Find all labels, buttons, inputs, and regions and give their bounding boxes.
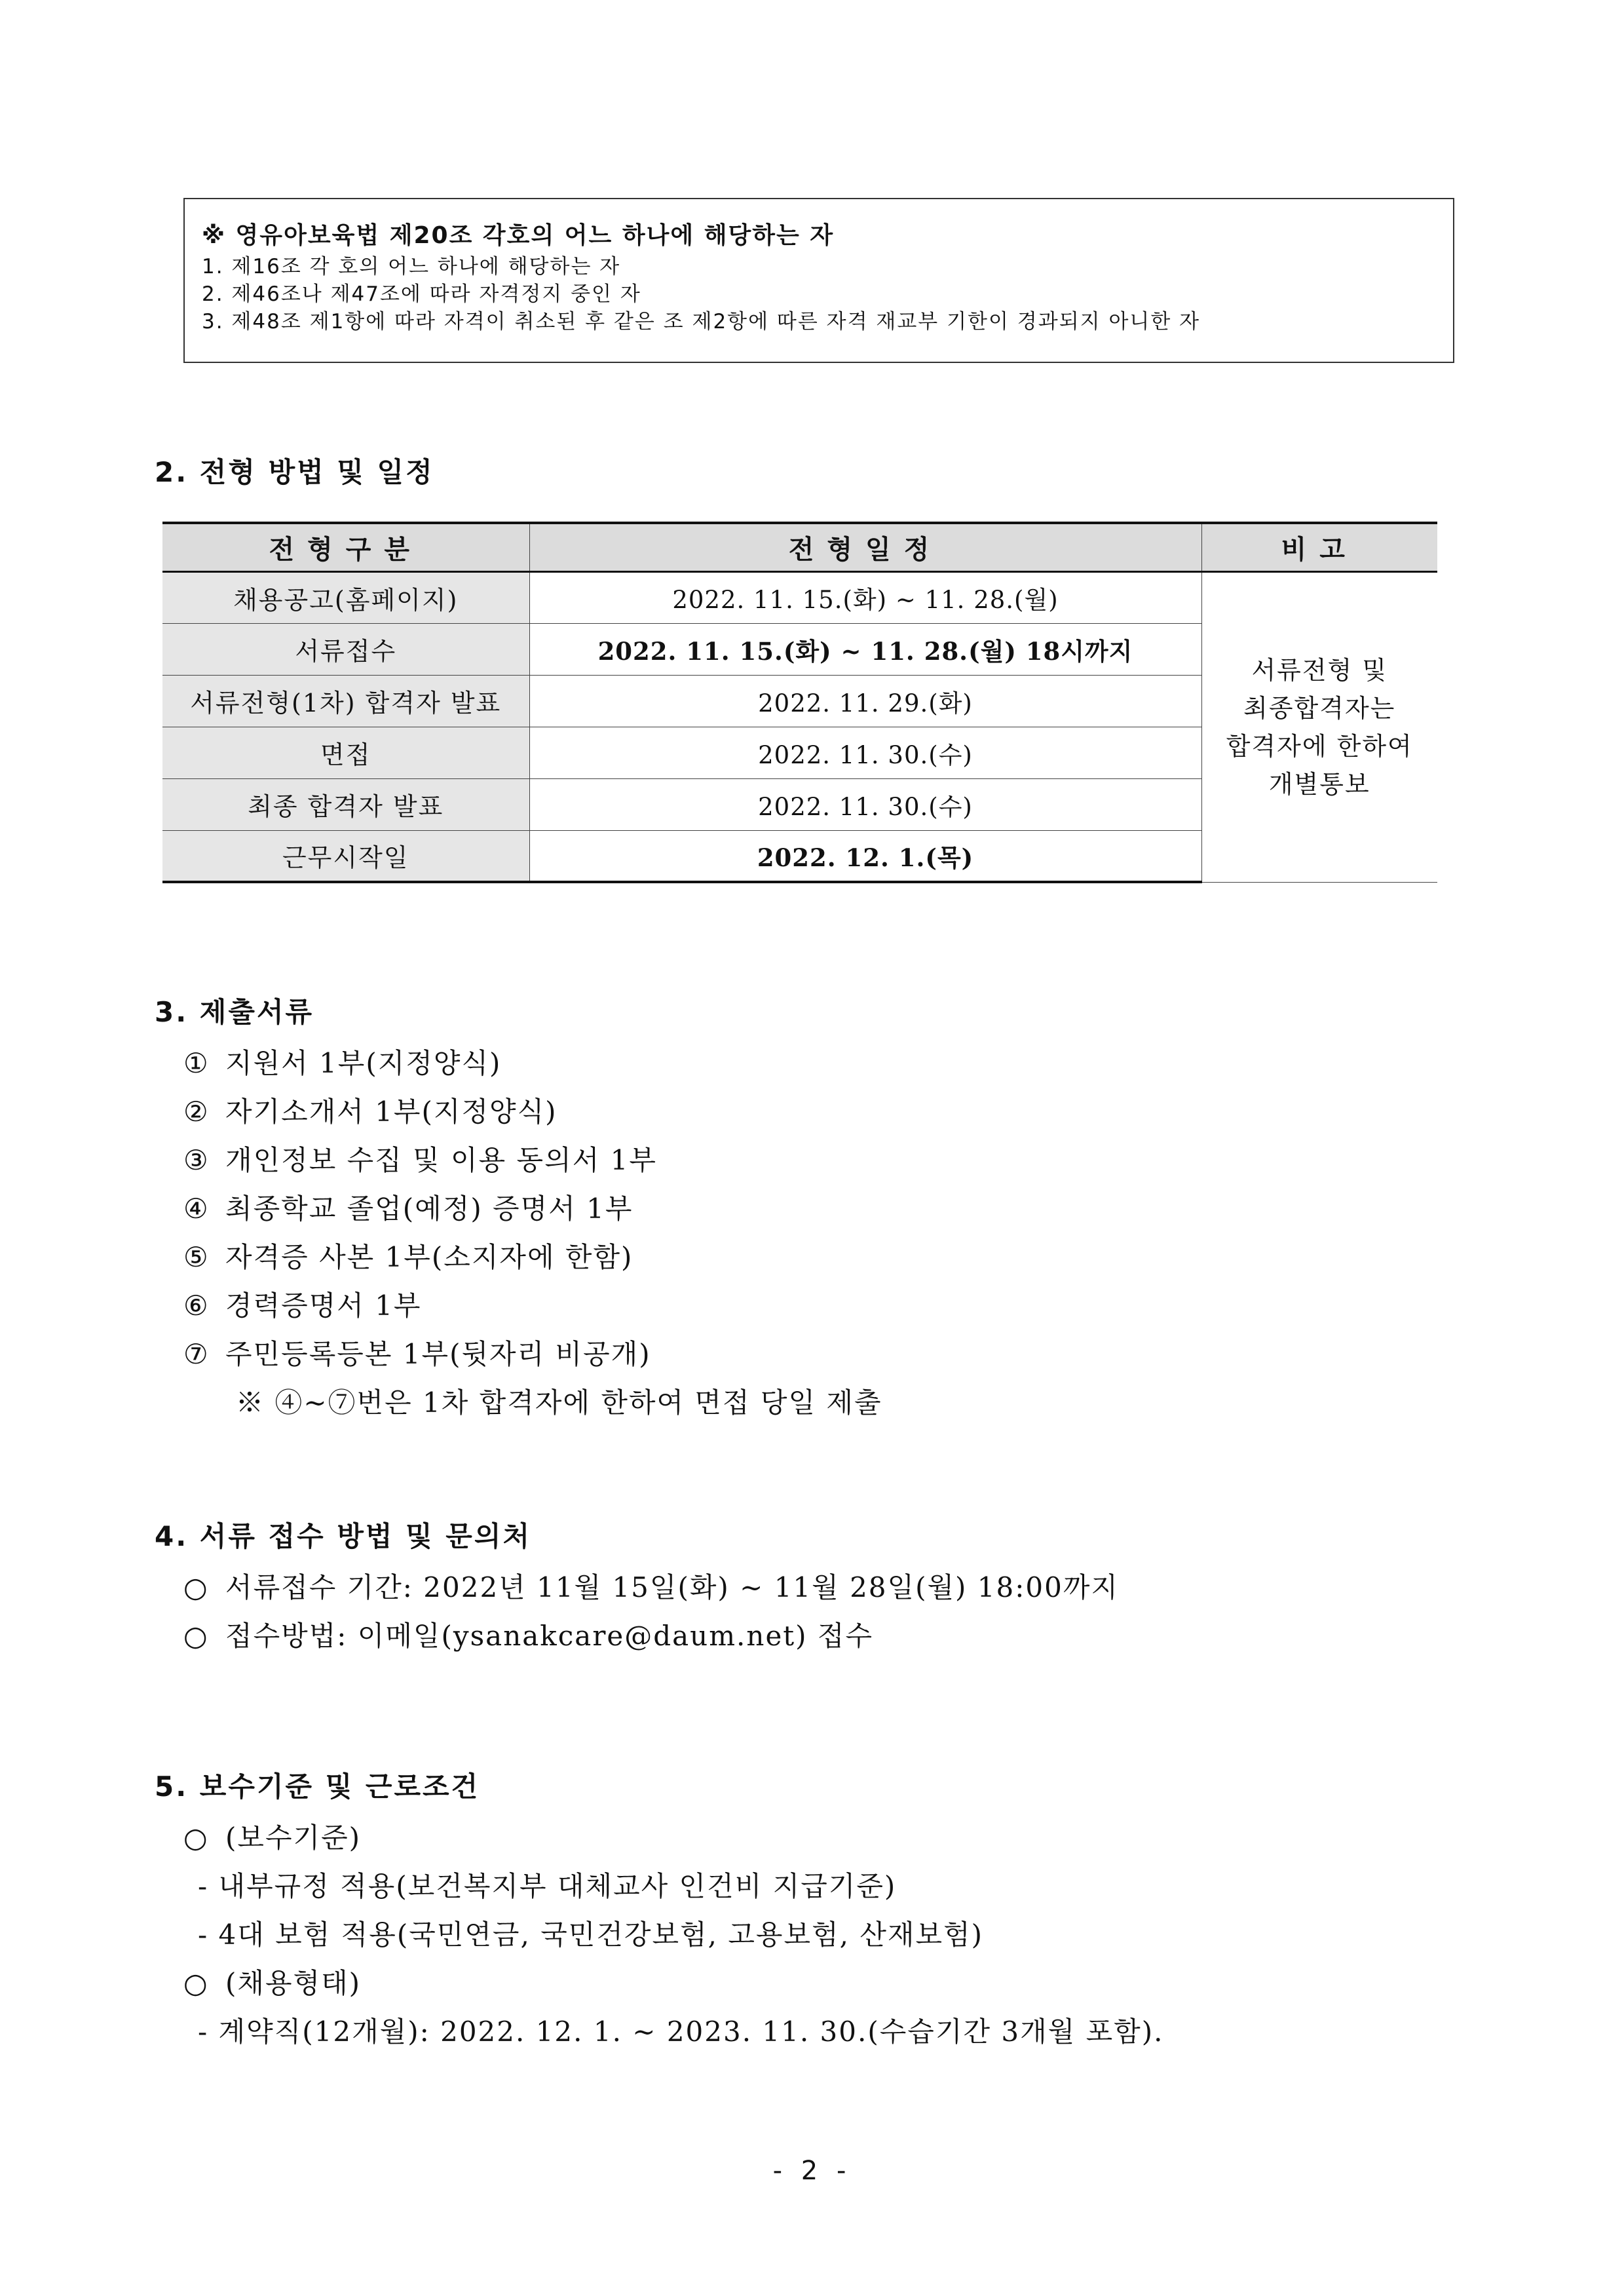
- list-item: ○ (채용형태): [183, 1967, 362, 1999]
- stage-cell: 서류전형(1차) 합격자 발표: [162, 675, 529, 727]
- list-item: ⑥ 경력증명서 1부: [183, 1290, 422, 1322]
- list-item: ① 지원서 1부(지정양식): [183, 1047, 502, 1079]
- submission-list: [183, 1563, 1119, 1660]
- list-item: - 4대 보험 적용(국민연금, 국민건강보험, 고용보험, 산재보험): [198, 1919, 983, 1951]
- notice-title: ※ 영유아보육법 제20조 각호의 어느 하나에 해당하는 자: [202, 222, 835, 249]
- table-row: [162, 571, 1437, 623]
- stage-cell: 채용공고(홈페이지): [162, 571, 529, 623]
- list-item: ⑦ 주민등록등본 1부(뒷자리 비공개): [183, 1338, 651, 1370]
- stage-cell: 근무시작일: [162, 830, 529, 882]
- list-item: ③ 개인정보 수집 및 이용 동의서 1부: [183, 1144, 657, 1176]
- date-cell: 2022. 11. 15.(화) ~ 11. 28.(월): [529, 571, 1201, 623]
- stage-cell: 최종 합격자 발표: [162, 778, 529, 830]
- list-item: ○ 접수방법: 이메일(ysanakcare@daum.net) 접수: [183, 1620, 874, 1652]
- list-item: - 내부규정 적용(보건복지부 대체교사 인건비 지급기준): [198, 1870, 897, 1902]
- documents-list: [183, 1039, 882, 1427]
- page-number: - 2 -: [772, 2156, 852, 2186]
- column-header-note: 비고: [1201, 523, 1437, 571]
- note-line: 개별통보: [1268, 769, 1370, 799]
- section-heading: 4. 서류 접수 방법 및 문의처: [155, 1520, 532, 1552]
- notice-line: 3. 제48조 제1항에 따라 자격이 취소된 후 같은 조 제2항에 따른 자격 재교부 기한이 경과되지 아니한 자: [202, 310, 1201, 334]
- table-header-row: [162, 523, 1437, 571]
- stage-cell: 서류접수: [162, 623, 529, 675]
- list-item: ○ 서류접수 기간: 2022년 11월 15일(화) ∼ 11월 28일(월) 18:00까지: [183, 1571, 1119, 1603]
- notice-line: 2. 제46조나 제47조에 따라 자격정지 중인 자: [202, 282, 641, 306]
- note-line: 최종합격자는: [1243, 693, 1396, 723]
- note-line: 서류전형 및: [1251, 655, 1388, 685]
- date-cell: 2022. 11. 15.(화) ~ 11. 28.(월) 18시까지: [529, 623, 1201, 675]
- column-header-schedule: 전형일정: [529, 523, 1201, 571]
- list-item: ② 자기소개서 1부(지정양식): [183, 1096, 557, 1128]
- conditions-list: [183, 1814, 1163, 2056]
- list-item: ④ 최종학교 졸업(예정) 증명서 1부: [183, 1193, 633, 1225]
- section-heading: 2. 전형 방법 및 일정: [155, 456, 434, 488]
- section-heading: 3. 제출서류: [155, 996, 314, 1028]
- list-item: ⑤ 자격증 사본 1부(소지자에 한함): [183, 1241, 633, 1273]
- notice-box: [183, 198, 1454, 363]
- date-cell: 2022. 11. 30.(수): [529, 727, 1201, 778]
- note-cell: [1201, 571, 1437, 882]
- column-header-stage: 전형구분: [162, 523, 529, 571]
- notice-line: 1. 제16조 각 호의 어느 하나에 해당하는 자: [202, 255, 621, 278]
- stage-cell: 면접: [162, 727, 529, 778]
- list-item: ○ (보수기준): [183, 1822, 362, 1854]
- date-cell: 2022. 11. 30.(수): [529, 778, 1201, 830]
- documents-note: ※ ④~⑦번은 1차 합격자에 한하여 면접 당일 제출: [236, 1387, 882, 1419]
- section-heading: 5. 보수기준 및 근로조건: [155, 1770, 480, 1803]
- date-cell: 2022. 12. 1.(목): [529, 830, 1201, 882]
- date-cell: 2022. 11. 29.(화): [529, 675, 1201, 727]
- list-item: - 계약직(12개월): 2022. 12. 1. ~ 2023. 11. 30.(수습기간 3개월 포함).: [198, 2016, 1164, 2048]
- note-line: 합격자에 한하여: [1226, 731, 1413, 761]
- schedule-table: [162, 522, 1437, 883]
